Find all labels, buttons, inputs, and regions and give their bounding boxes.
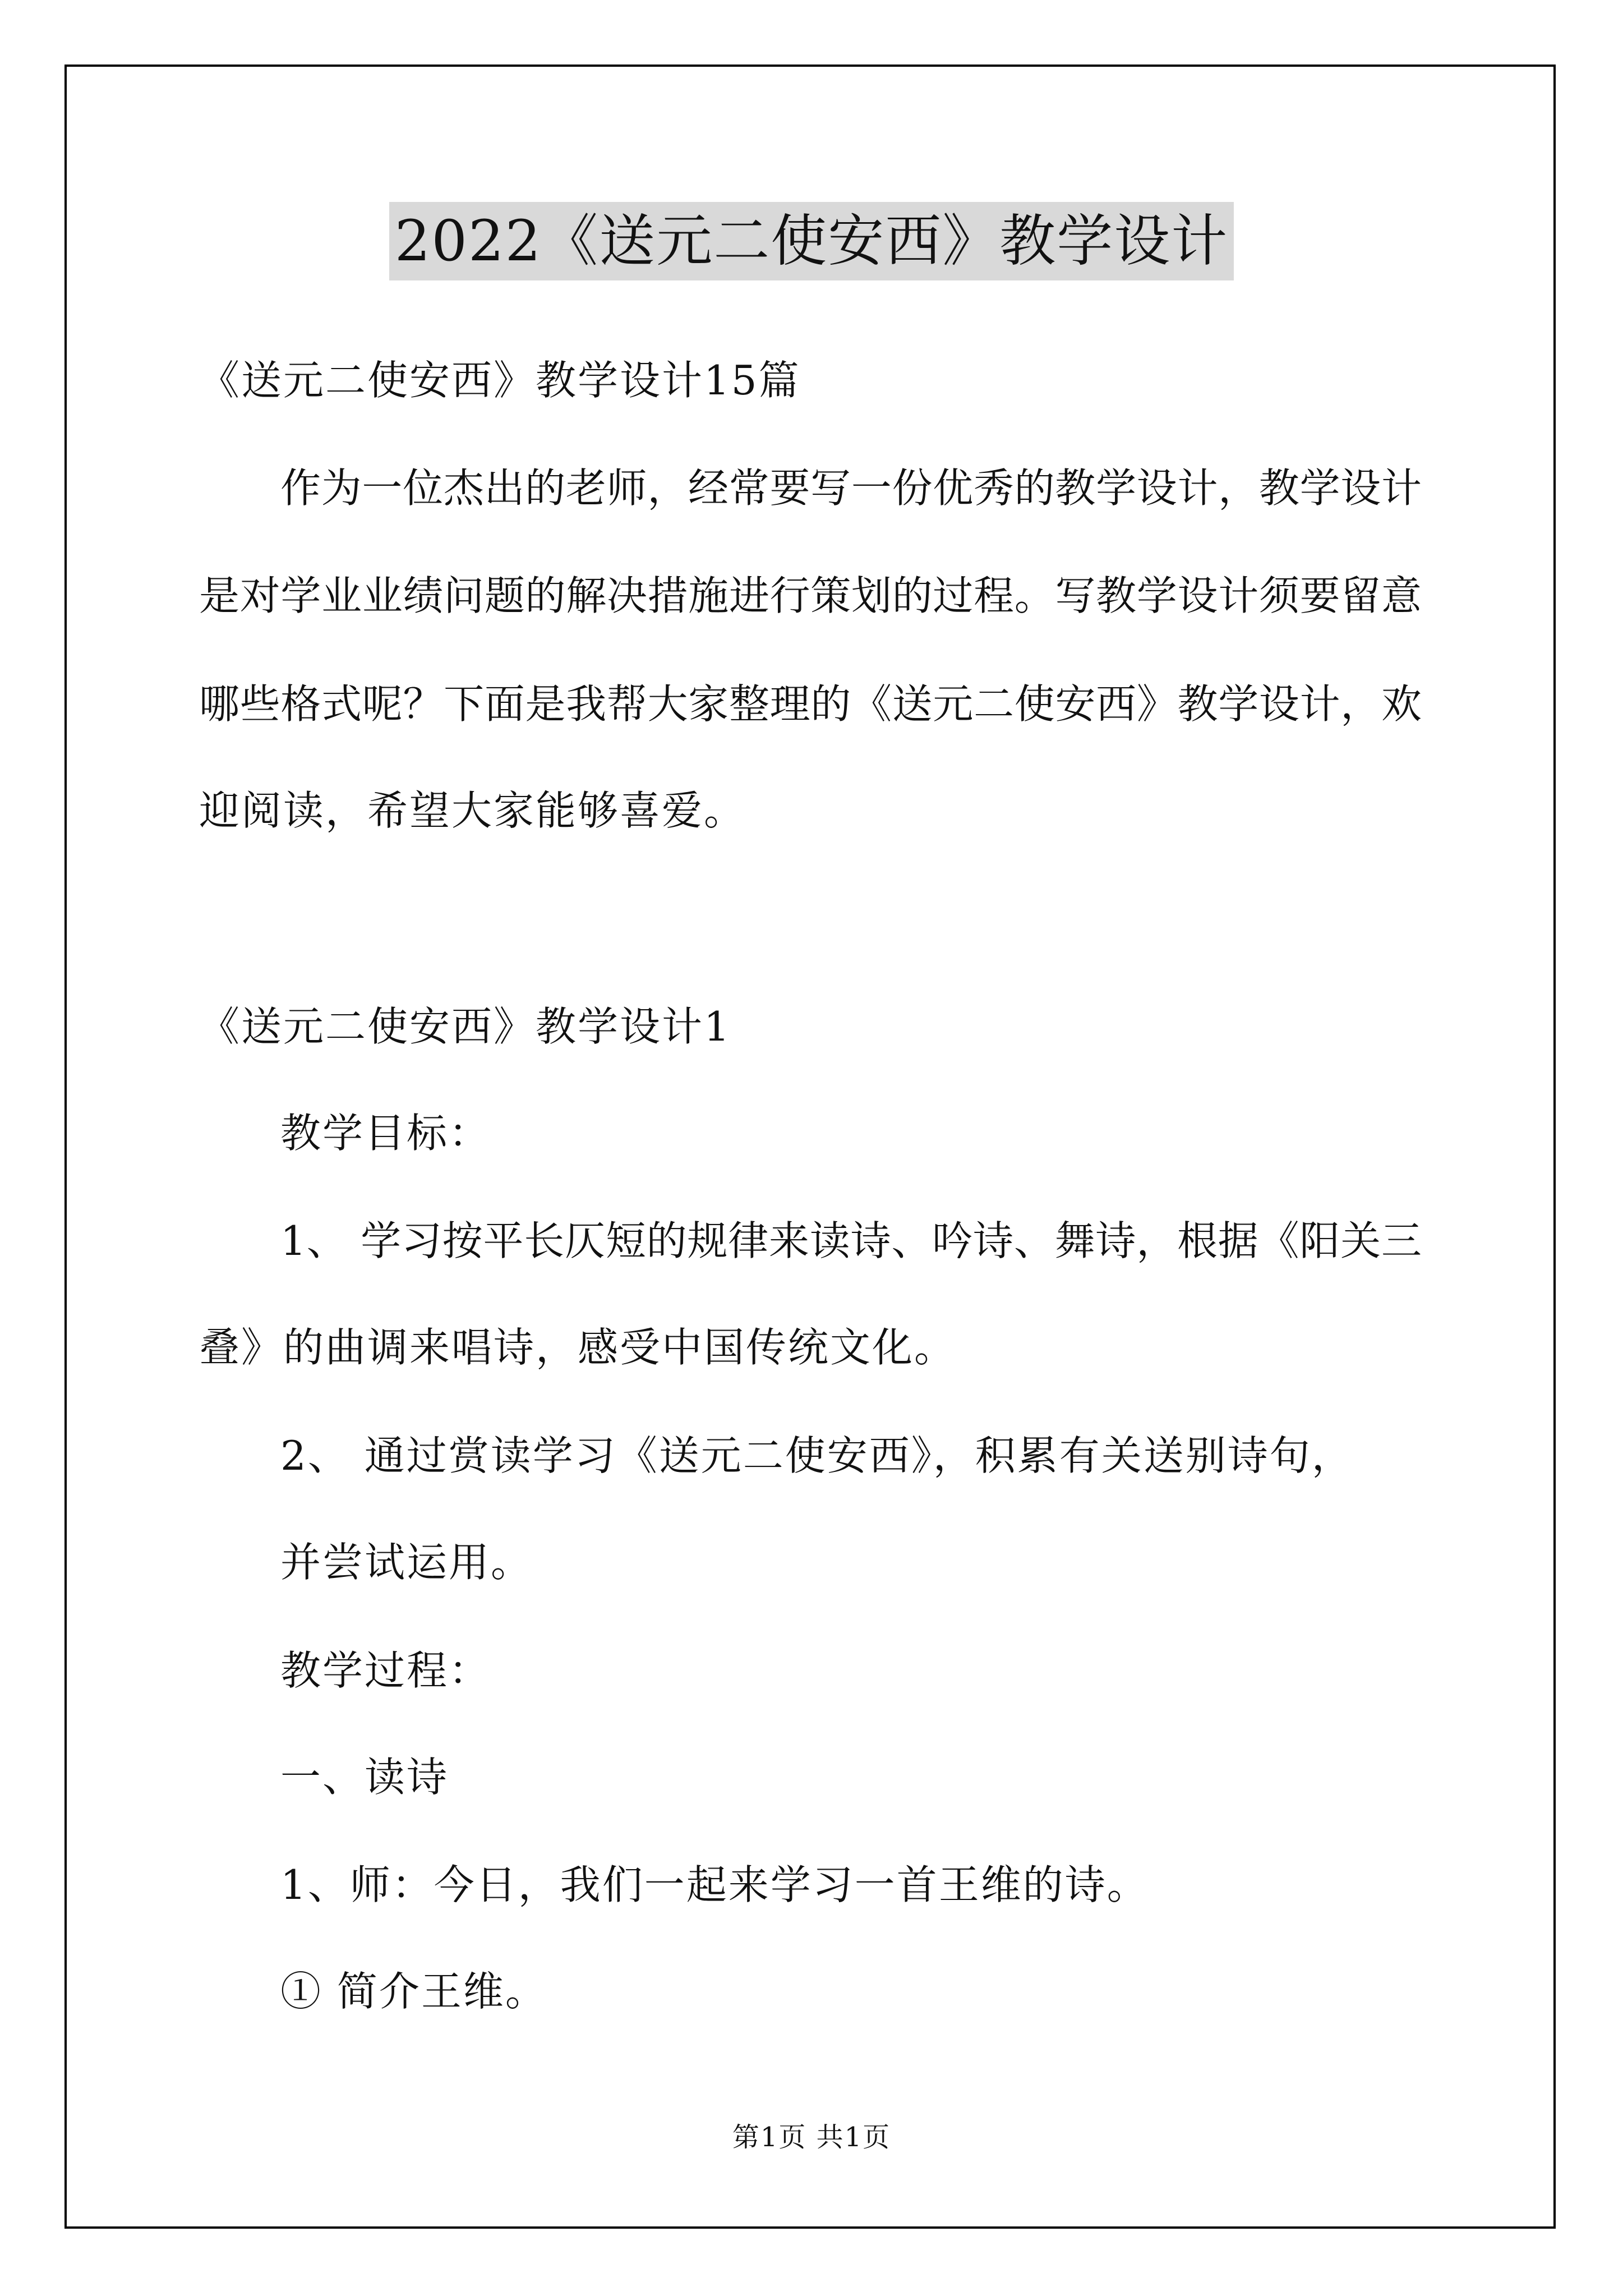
page-footer: 第1页 共1页: [732, 2122, 891, 2153]
step-1: 1、师：今日，我们一起来学习一首王维的诗。: [280, 1861, 1149, 1908]
objective-1-line-1: 1、 学习按平长仄短的规律来读诗、吟诗、舞诗，根据《阳关三: [280, 1217, 1422, 1264]
objective-1-line-2: 叠》的曲调来唱诗，感受中国传统文化。: [199, 1324, 957, 1371]
objective-2-line-1: 2、 通过赏读学习《送元二使安西》，积累有关送别诗句，: [280, 1432, 1354, 1479]
document-title: 2022《送元二使安西》教学设计: [389, 202, 1234, 280]
objective-2-line-2: 并尝试运用。: [280, 1539, 533, 1586]
intro-line-3: 哪些格式呢？下面是我帮大家整理的《送元二使安西》教学设计，欢: [199, 680, 1422, 728]
document-subtitle: 《送元二使安西》教学设计15篇: [199, 357, 801, 404]
intro-line-1: 作为一位杰出的老师，经常要写一份优秀的教学设计，教学设计: [280, 464, 1422, 512]
objectives-label: 教学目标：: [280, 1110, 491, 1157]
title-container: [0, 202, 1623, 280]
step-1-sub: ① 简介王维。: [280, 1968, 547, 2015]
section-heading: 《送元二使安西》教学设计1: [199, 1003, 731, 1050]
step-heading: 一、读诗: [280, 1754, 449, 1801]
process-label: 教学过程：: [280, 1647, 491, 1694]
intro-line-2: 是对学业业绩问题的解决措施进行策划的过程。写教学设计须要留意: [199, 572, 1422, 619]
intro-line-4: 迎阅读，希望大家能够喜爱。: [199, 787, 746, 834]
